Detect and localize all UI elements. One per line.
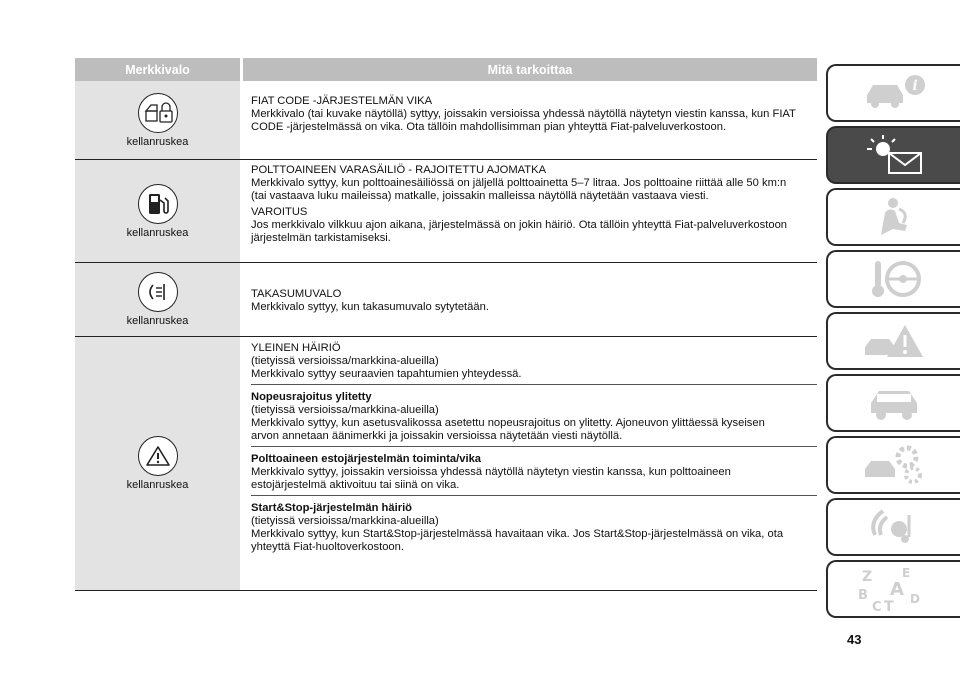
row-text-line: CODE -järjestelmässä on vika. Ota tällöin mahdollisimman pian yhteyttä Fiat-palveluverkostoon. [251,121,727,133]
row-text-line: Jos merkkivalo vilkkuu ajon aikana, järjestelmässä on jokin häiriö. Ota tällöin yhteyttä Fiat-palveluverkostoon [251,219,788,231]
index-letter: D [910,592,920,606]
row-text-line: järjestelmän tarkistamiseksi. [251,232,391,244]
row-text-line: Merkkivalo syttyy, joissakin versioissa yhdessä näytöllä näytetyn viestin kanssa, kun polttoaineen [251,466,731,478]
subsection-title: Polttoaineen estojärjestelmän toiminta/vika [251,453,482,465]
tab-warning-lights[interactable] [826,126,960,184]
row-text-line: Merkkivalo syttyy, kun asetusvalikossa asetettu nopeusrajoitus on ylitetty. Ajoneuvon ylittäessä kyseisen [251,417,765,429]
row-text-line: Merkkivalo syttyy, kun Start&Stop-järjestelmässä havaitaan vika. Jos Start&Stop-järjestelmässä on vika, ota [251,528,784,540]
tab-safety[interactable] [826,188,960,246]
row-title: TAKASUMUVALO [251,288,342,300]
fuel-pump-icon [138,184,178,224]
subsection-title: Nopeusrajoitus ylitetty [251,391,372,403]
row-text-line: Merkkivalo syttyy seuraavien tapahtumien yhteydessä. [251,368,522,380]
technical-data-gears-icon [859,443,929,487]
row-text-line: Merkkivalo syttyy, kun takasumuvalo sytytetään. [251,301,489,313]
header-col-meaning: Mitä tarkoittaa [487,62,573,77]
page-number: 43 [847,632,862,647]
color-label: kellanruskea [126,315,189,327]
row-title: POLTTOAINEEN VARASÄILIÖ - RAJOITETTU AJOMATKA [251,164,547,176]
tab-car-info[interactable] [826,64,960,122]
tab-multimedia[interactable] [826,498,960,556]
alphabetical-index-icon [854,565,934,613]
row-title: YLEINEN HÄIRIÖ [251,342,341,354]
row-text-line: (tietyissä versioissa/markkina-alueilla) [251,404,439,416]
table-row [75,337,817,591]
table-row [75,263,817,337]
index-letter: E [902,566,911,580]
car-info-icon [859,71,929,115]
emergency-triangle-icon [859,319,929,363]
row-text-line: estojärjestelmä aktivoituu tai siinä on vika. [251,479,460,491]
tab-maintenance[interactable] [826,374,960,432]
index-letter: C [872,600,882,613]
warning-lights-table [75,58,817,553]
row-text-line: Merkkivalo (tai kuvake näytöllä) syttyy, joissakin versioissa yhdessä näytöllä näytetyn viestin kanssa, kun FIAT [251,108,796,120]
svg-text:i: i [912,78,918,94]
table-row [75,81,817,160]
key-steering-wheel-icon [859,257,929,301]
row-text-line: yhteyttä Fiat-huoltoverkostoon. [251,541,404,553]
color-label: kellanruskea [126,135,189,148]
fiat-code-key-lock-icon [138,93,178,133]
tab-emergency[interactable] [826,312,960,370]
warning-light-message-icon [859,133,929,177]
row-text-line: (tietyissä versioissa/markkina-alueilla) [251,515,439,527]
row-text-line: (tietyissä versioissa/markkina-alueilla) [251,355,439,367]
table-row [75,160,817,263]
row-title: FIAT CODE -JÄRJESTELMÄN VIKA [251,95,433,107]
seat-airbag-icon [859,195,929,239]
header-col-warning-light: Merkkivalo [125,62,190,77]
warning-title: VAROITUS [251,206,308,218]
general-warning-triangle-icon [138,436,178,476]
multimedia-icon [859,505,929,549]
tab-starting-driving[interactable] [826,250,960,308]
tab-alphabetical-index[interactable] [826,560,960,618]
color-label: kellanruskea [126,226,189,239]
index-letter: A [890,579,904,600]
row-text-line: arvon annetaan äänimerkki ja joissakin versioissa näytetään viesti näytöllä. [251,430,623,442]
table-header [75,58,817,81]
index-letter: B [858,588,868,603]
car-maintenance-icon [859,381,929,425]
subsection-title: Start&Stop-järjestelmän häiriö [251,502,413,514]
color-label: kellanruskea [126,479,189,491]
particulate-filter-icon [138,272,178,312]
tab-technical-data[interactable] [826,436,960,494]
index-letter: T [884,599,894,613]
index-letter: Z [862,569,873,585]
row-text-line: Merkkivalo syttyy, kun polttoainesäiliössä on jäljellä polttoainetta 5–7 litraa. Jos polttoaine riittää alle 50 km:n [251,177,787,189]
row-text-line: (tai vastaava luku maileissa) matkalle, joissakin malleissa näytöllä näytetään vastaava viesti. [251,190,709,202]
